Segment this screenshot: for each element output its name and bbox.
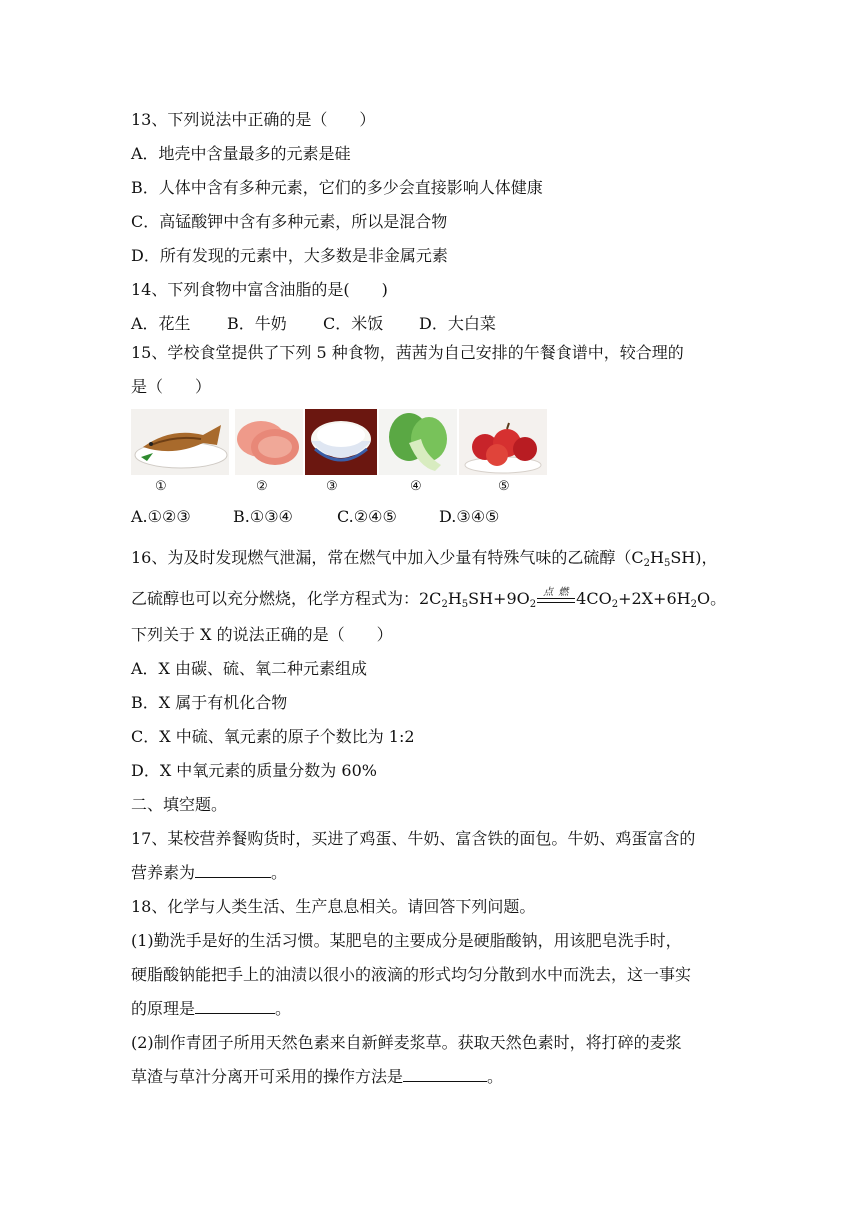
q15-stem-line2: 是（ ）	[131, 377, 212, 396]
image-label-2: ②	[256, 479, 268, 494]
q16-line1-text: SH)，	[670, 548, 718, 567]
q15-stem-line1: 15、学校食堂提供了下列 5 种食物，茜茜为自己安排的午餐食谱中，较合理的	[131, 343, 684, 362]
reaction-condition: 点 燃	[543, 586, 570, 598]
q14-options	[131, 314, 496, 334]
q14-option-b: B．牛奶	[227, 314, 287, 333]
image-label-4: ④	[410, 479, 422, 494]
q14-option-d: D．大白菜	[419, 314, 496, 333]
q18-p1-line3-text: 的原理是	[131, 999, 196, 1018]
q18-p1-answer-blank[interactable]	[195, 999, 275, 1014]
image-label-5: ⑤	[498, 479, 510, 494]
q13-option-c: C．高锰酸钾中含有多种元素，所以是混合物	[131, 212, 448, 231]
q16-option-b: B．X 属于有机化合物	[131, 693, 288, 712]
q16-line3: 下列关于 X 的说法正确的是（ ）	[131, 625, 393, 644]
q16-option-d: D．X 中氧元素的质量分数为 60%	[131, 761, 377, 780]
q16-equation-line	[131, 586, 727, 610]
q13-option-d: D．所有发现的元素中，大多数是非金属元素	[131, 246, 448, 265]
q14-stem: 14、下列食物中富含油脂的是( )	[131, 280, 388, 299]
image-label-1: ①	[155, 479, 167, 494]
q18-p1-line3	[131, 999, 291, 1019]
q18-p2-line2	[131, 1067, 503, 1087]
q17-line2-end: 。	[271, 863, 288, 882]
image-label-3: ③	[326, 479, 338, 494]
q18-p1-line1: (1)勤洗手是好的生活习惯。某肥皂的主要成分是硬脂酸钠，用该肥皂洗手时，	[131, 931, 682, 950]
q13-option-a: A．地壳中含量最多的元素是硅	[131, 144, 351, 163]
q16-line1	[131, 548, 717, 568]
q13-option-b: B．人体中含有多种元素，它们的多少会直接影响人体健康	[131, 178, 543, 197]
q17-line1: 17、某校营养餐购货时，买进了鸡蛋、牛奶、富含铁的面包。牛奶、鸡蛋富含的	[131, 829, 696, 848]
bok-choy-icon	[379, 409, 457, 475]
equation-sub: 2	[611, 599, 619, 610]
equation-text: 4CO	[576, 589, 612, 608]
meat-slices-icon	[235, 409, 303, 475]
q15-option-c: C.②④⑤	[337, 507, 397, 526]
q18-p2-line2-text: 草渣与草汁分离开可采用的操作方法是	[131, 1067, 404, 1086]
q18-stem: 18、化学与人类生活、生产息息相关。请回答下列问题。	[131, 897, 536, 916]
rice-bowl-icon	[305, 409, 377, 475]
q18-p2-answer-blank[interactable]	[403, 1067, 487, 1082]
equation-text: +2X+6H	[618, 589, 691, 608]
q18-p2-line1: (2)制作青团子所用天然色素来自新鲜麦浆草。获取天然色素时，将打碎的麦浆	[131, 1033, 682, 1052]
equation-text: O。	[696, 589, 727, 608]
equation-sub: 2	[690, 599, 697, 610]
q15-option-a: A.①②③	[131, 507, 191, 526]
equation-sub: 2	[529, 599, 537, 610]
q15-options	[131, 507, 499, 527]
equation-text: SH+9O	[468, 589, 530, 608]
q15-option-d: D.③④⑤	[439, 507, 500, 526]
q18-p1-end: 。	[275, 999, 292, 1018]
q16-option-a: A．X 由碳、硫、氧二种元素组成	[131, 659, 368, 678]
q15-option-b: B.①③④	[233, 507, 293, 526]
q14-option-a: A．花生	[131, 314, 191, 333]
q17-answer-blank[interactable]	[195, 863, 271, 878]
q13-stem: 13、下列说法中正确的是（ ）	[131, 110, 376, 129]
apples-icon	[459, 409, 547, 475]
equation-sub: 5	[461, 599, 469, 610]
q17-line2-text: 营养素为	[131, 863, 196, 882]
q16-option-c: C．X 中硫、氧元素的原子个数比为 1:2	[131, 727, 415, 746]
q14-option-c: C．米饭	[323, 314, 384, 333]
q16-line1-sub: 2	[643, 558, 650, 569]
q18-p1-line2: 硬脂酸钠能把手上的油渍以很小的液滴的形式均匀分散到水中而洗去，这一事实	[131, 965, 692, 984]
equation-sub: 2	[441, 599, 448, 610]
reaction-equals-sign	[537, 586, 575, 608]
q16-line1-text: 16、为及时发现燃气泄漏，常在燃气中加入少量有特殊气味的乙硫醇（C	[131, 548, 644, 567]
q16-line1-text: H	[649, 548, 664, 567]
fish-dish-icon	[131, 409, 229, 475]
equation-text: 乙硫醇也可以充分燃烧，化学方程式为：2C	[131, 589, 442, 608]
q18-p2-end: 。	[487, 1067, 504, 1086]
section-heading: 二、填空题。	[131, 795, 228, 814]
q17-line2	[131, 863, 287, 883]
food-images	[131, 409, 551, 475]
equation-text: H	[447, 589, 462, 608]
q16-line1-sub: 5	[663, 558, 671, 569]
